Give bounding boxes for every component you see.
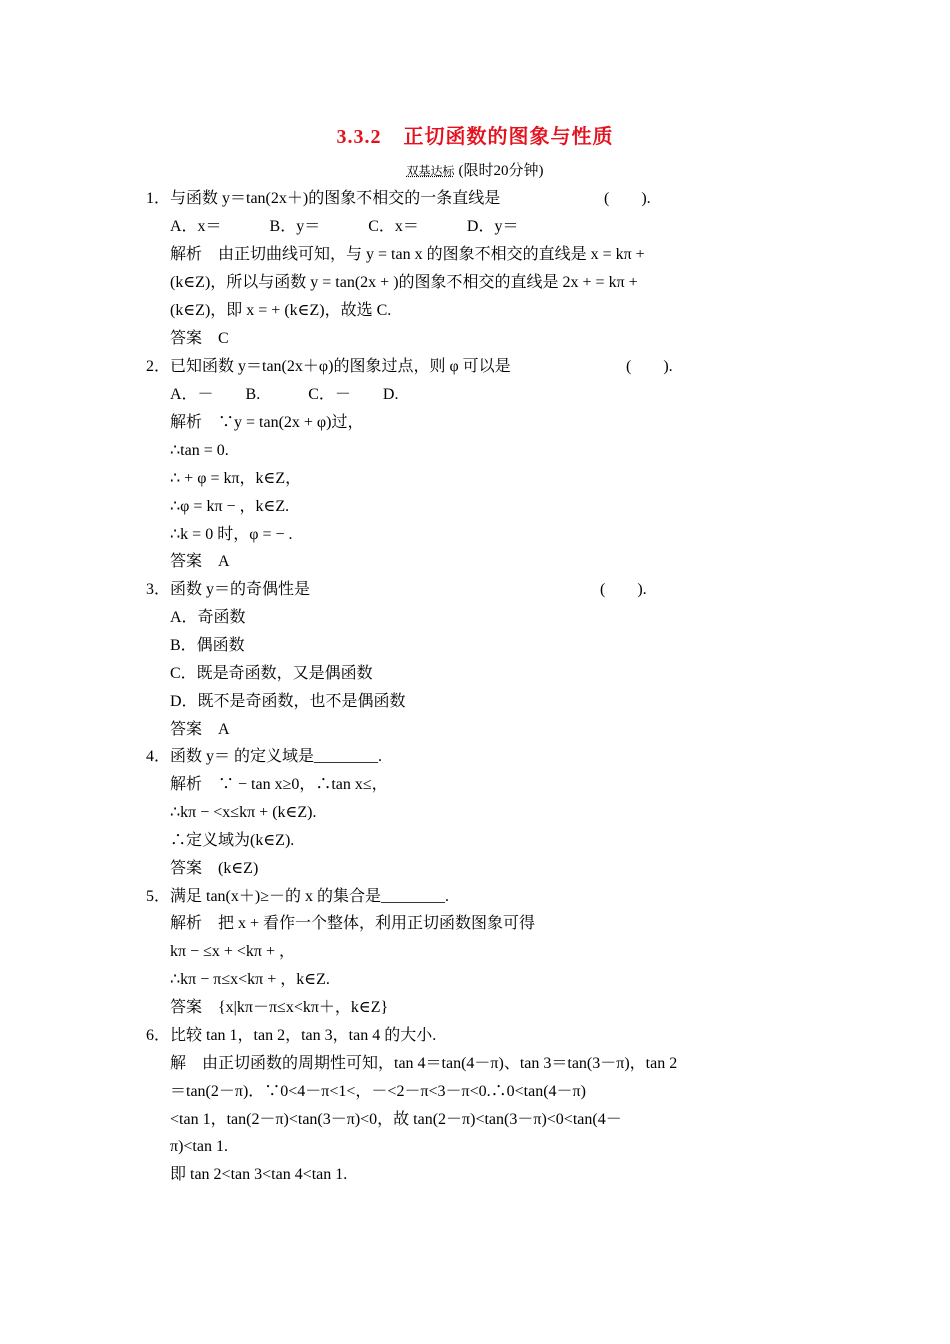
- text-line: A．－ B. C．－ D.: [170, 386, 399, 403]
- text-line: A．x＝ B．y＝ C．x＝ D．y＝: [170, 218, 519, 235]
- text-line: C．既是奇函数，又是偶函数: [170, 665, 373, 682]
- subtitle-tag: 双基达标: [406, 164, 455, 178]
- text-line: 答案 {x|kπ－π≤x<kπ＋，k∈Z}: [170, 999, 389, 1016]
- text-line: 解析 ∵ − tan x≥0，∴tan x≤，: [170, 776, 388, 793]
- text-line: B．偶函数: [170, 637, 245, 654]
- text-line: kπ − ≤x + <kπ + ，: [170, 943, 296, 960]
- text-line: π)<tan 1.: [170, 1138, 228, 1155]
- text-line: 即 tan 2<tan 3<tan 4<tan 1.: [170, 1166, 348, 1183]
- time-limit: (限时20分钟): [458, 163, 544, 179]
- text-line: 解析 把 x + 看作一个整体，利用正切函数图象可得: [170, 915, 536, 932]
- text-line: D．既不是奇函数，也不是偶函数: [170, 693, 406, 710]
- text-line: 答案 A: [170, 721, 230, 738]
- text-line: 4．函数 y＝ 的定义域是________.: [146, 748, 383, 765]
- section-number: 3.3.2: [336, 126, 382, 148]
- text-line: <tan 1，tan(2－π)<tan(3－π)<0，故 tan(2－π)<tan(3－π)<0<tan(4－: [170, 1111, 622, 1128]
- text-line: ∴定义域为(k∈Z).: [170, 832, 295, 849]
- text-line: 2．已知函数 y＝tan(2x＋φ)的图象过点，则 φ 可以是: [146, 358, 511, 375]
- text-line: 解析 ∵y = tan(2x + φ)过，: [170, 414, 364, 431]
- text-line: (k∈Z)，所以与函数 y = tan(2x + )的图象不相交的直线是 2x + = kπ +: [170, 274, 638, 291]
- text-line: ∴k = 0 时，φ = − .: [170, 526, 293, 543]
- text-line: (k∈Z)，即 x = + (k∈Z)，故选 C.: [170, 302, 392, 319]
- section-subtitle: [0, 161, 950, 181]
- text-line: ∴φ = kπ − ，k∈Z.: [170, 498, 290, 515]
- answer-blank: ( ).: [600, 581, 647, 598]
- text-line: A．奇函数: [170, 609, 246, 626]
- text-line: 解 由正切函数的周期性可知，tan 4＝tan(4－π)、tan 3＝tan(3－π)，tan 2: [170, 1055, 678, 1072]
- text-line: 答案 A: [170, 553, 230, 570]
- text-line: ∴kπ − <x≤kπ + (k∈Z).: [170, 804, 317, 821]
- answer-blank: ( ).: [626, 358, 673, 375]
- text-line: ∴tan = 0.: [170, 442, 229, 459]
- text-line: 答案 (k∈Z): [170, 860, 259, 877]
- answer-blank: ( ).: [604, 190, 651, 207]
- text-line: 答案 C: [170, 330, 229, 347]
- text-line: ＝tan(2－π)．∵0<4－π<1<，－<2－π<3－π<0.∴0<tan(4－π): [170, 1083, 586, 1100]
- text-line: 1．与函数 y＝tan(2x＋)的图象不相交的一条直线是: [146, 190, 501, 207]
- section-title: [0, 124, 950, 150]
- text-line: 3．函数 y＝的奇偶性是: [146, 581, 311, 598]
- section-heading: 正切函数的图象与性质: [403, 126, 614, 148]
- text-line: 解析 由正切曲线可知，与 y = tan x 的图象不相交的直线是 x = kπ +: [170, 246, 645, 263]
- text-line: ∴ + φ = kπ，k∈Z，: [170, 470, 302, 487]
- text-line: ∴kπ − π≤x<kπ + ，k∈Z.: [170, 971, 330, 988]
- text-line: 6．比较 tan 1，tan 2，tan 3，tan 4 的大小.: [146, 1027, 437, 1044]
- text-line: 5．满足 tan(x＋)≥－的 x 的集合是________.: [146, 888, 449, 905]
